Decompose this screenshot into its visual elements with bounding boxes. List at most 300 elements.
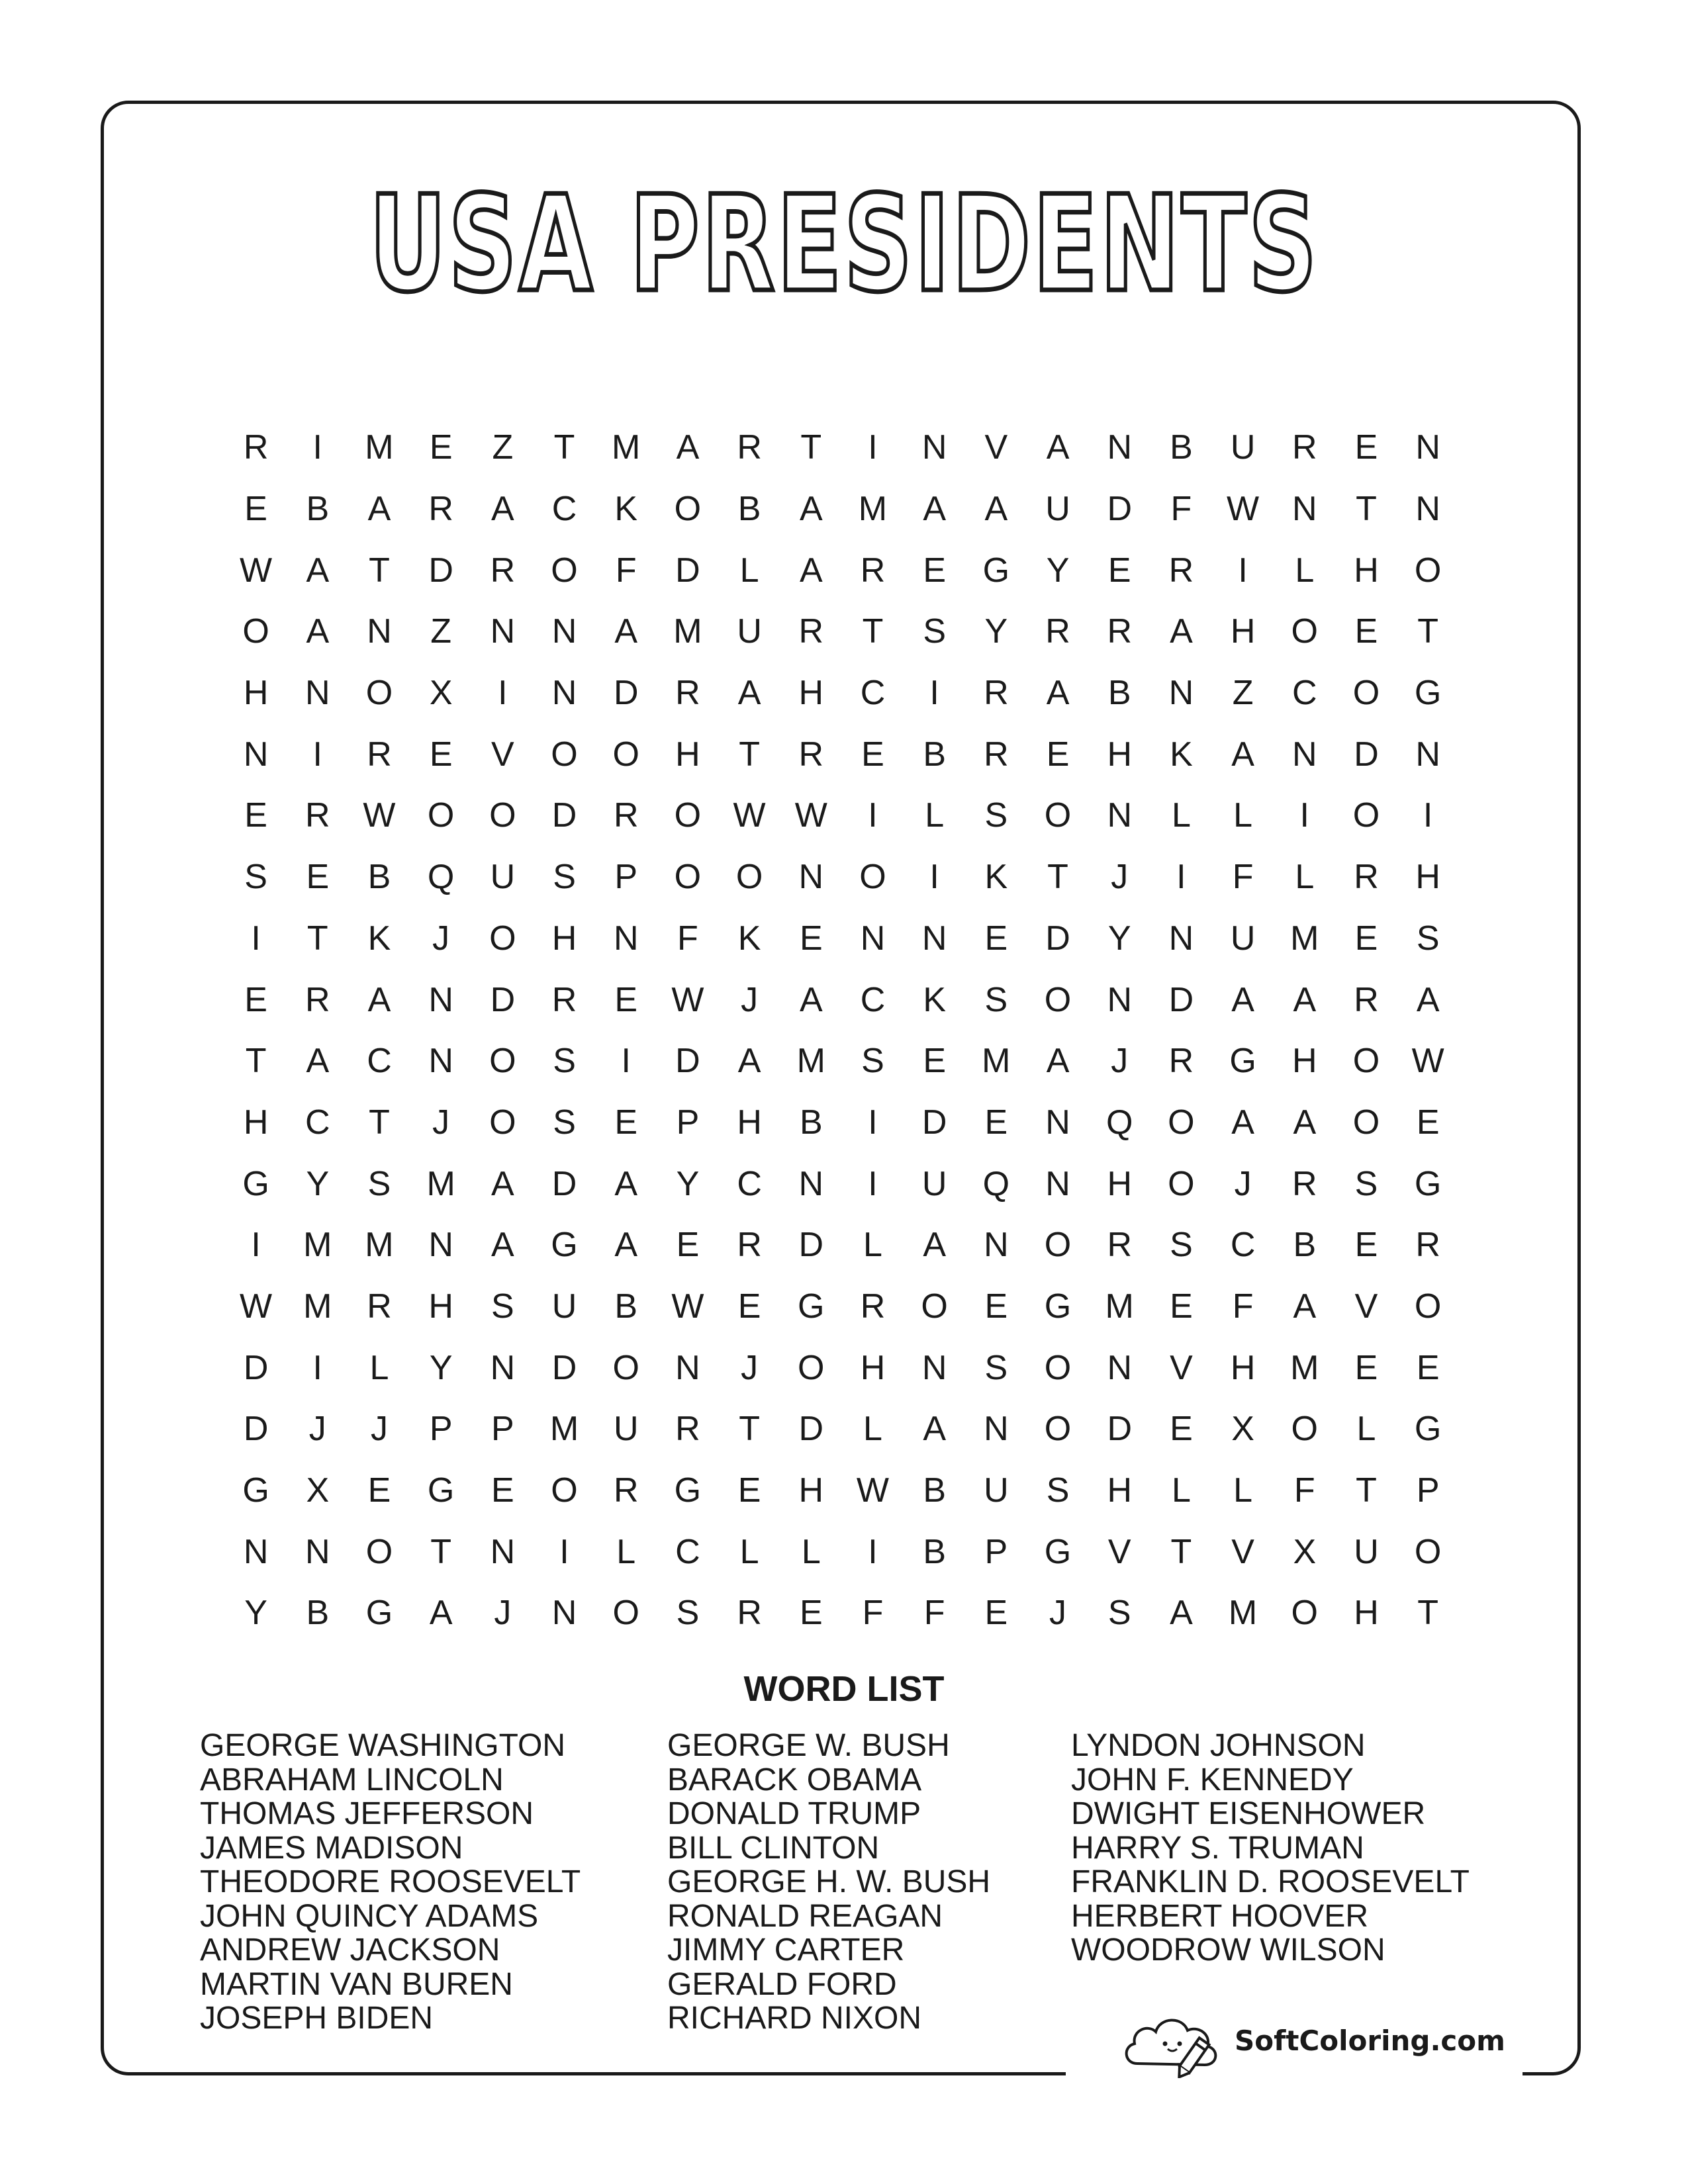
grid-letter: E xyxy=(1170,1287,1193,1326)
grid-letter: O xyxy=(551,735,578,774)
grid-letter: D xyxy=(243,1348,269,1387)
grid-letter: L xyxy=(925,796,945,835)
word-list-item: JIMMY CARTER xyxy=(667,1933,905,1968)
grid-letter: N xyxy=(675,1348,700,1387)
grid-letter: R xyxy=(675,674,700,713)
grid-letter: N xyxy=(428,1226,453,1265)
grid-letter: J xyxy=(370,1410,388,1449)
grid-letter: G xyxy=(1414,1164,1442,1203)
grid-letter: I xyxy=(621,1042,631,1081)
grid-letter: T xyxy=(369,1103,390,1142)
grid-letter: I xyxy=(312,428,322,467)
grid-letter: H xyxy=(551,919,577,958)
word-list-item: ANDREW JACKSON xyxy=(200,1933,500,1968)
grid-letter: G xyxy=(242,1164,269,1203)
grid-letter: M xyxy=(858,490,888,529)
grid-letter: O xyxy=(489,796,516,835)
grid-letter: A xyxy=(1231,735,1254,774)
grid-letter: A xyxy=(923,1410,946,1449)
grid-letter: B xyxy=(306,1594,330,1633)
grid-letter: L xyxy=(801,1532,821,1571)
grid-letter: F xyxy=(862,1594,884,1633)
grid-letter: N xyxy=(1107,1348,1132,1387)
grid-letter: O xyxy=(674,796,702,835)
grid-letter: S xyxy=(553,858,576,897)
grid-letter: D xyxy=(243,1410,269,1449)
grid-letter: N xyxy=(490,1348,516,1387)
grid-letter: N xyxy=(1292,490,1317,529)
grid-letter: L xyxy=(1171,1471,1191,1510)
grid-letter: E xyxy=(799,1594,823,1633)
grid-letter: Y xyxy=(1107,919,1131,958)
grid-letter: N xyxy=(798,858,824,897)
grid-letter: I xyxy=(559,1532,569,1571)
grid-letter: M xyxy=(365,1226,394,1265)
grid-letter: U xyxy=(984,1471,1009,1510)
grid-letter: A xyxy=(1231,1103,1254,1142)
grid-letter: C xyxy=(367,1042,392,1081)
grid-letter: H xyxy=(1107,1164,1132,1203)
grid-letter: R xyxy=(1168,1042,1194,1081)
grid-letter: H xyxy=(1354,1594,1379,1633)
grid-letter: D xyxy=(1045,919,1070,958)
grid-letter: I xyxy=(868,796,878,835)
grid-letter: W xyxy=(856,1471,890,1510)
grid-letter: H xyxy=(1292,1042,1317,1081)
word-list-item: WOODROW WILSON xyxy=(1071,1933,1385,1968)
grid-letter: S xyxy=(1416,919,1440,958)
grid-letter: G xyxy=(1229,1042,1256,1081)
grid-letter: O xyxy=(921,1287,948,1326)
grid-letter: U xyxy=(1230,919,1256,958)
grid-letter: G xyxy=(1414,674,1442,713)
grid-letter: D xyxy=(798,1226,824,1265)
grid-letter: H xyxy=(1230,1348,1256,1387)
grid-letter: P xyxy=(429,1410,453,1449)
grid-letter: G xyxy=(1044,1287,1072,1326)
grid-letter: N xyxy=(1045,1103,1070,1142)
grid-letter: A xyxy=(799,980,823,1019)
grid-letter: N xyxy=(860,919,886,958)
grid-letter: N xyxy=(428,980,453,1019)
grid-letter: I xyxy=(1423,796,1433,835)
grid-letter: Z xyxy=(430,612,452,651)
grid-letter: A xyxy=(1231,980,1254,1019)
grid-letter: R xyxy=(1168,551,1194,590)
grid-letter: Z xyxy=(492,428,514,467)
grid-letter: F xyxy=(615,551,637,590)
grid-letter: U xyxy=(490,858,516,897)
grid-letter: N xyxy=(490,1532,516,1571)
grid-letter: E xyxy=(984,919,1008,958)
grid-letter: E xyxy=(737,1287,761,1326)
grid-letter: J xyxy=(1111,1042,1129,1081)
grid-letter: E xyxy=(306,858,330,897)
grid-letter: H xyxy=(737,1103,762,1142)
grid-letter: Q xyxy=(427,858,455,897)
grid-letter: L xyxy=(1295,858,1315,897)
grid-letter: E xyxy=(614,1103,638,1142)
grid-letter: K xyxy=(737,919,761,958)
grid-letter: S xyxy=(676,1594,700,1633)
grid-letter: E xyxy=(923,551,946,590)
grid-letter: T xyxy=(800,428,822,467)
grid-letter: T xyxy=(430,1532,452,1571)
grid-letter: O xyxy=(1414,1532,1442,1571)
grid-letter: R xyxy=(428,490,453,529)
grid-letter: N xyxy=(1045,1164,1070,1203)
grid-letter: N xyxy=(1107,980,1132,1019)
cloud-pencil-logo-icon xyxy=(1119,2005,1225,2078)
grid-letter: W xyxy=(733,796,766,835)
grid-letter: C xyxy=(551,490,577,529)
logo-text: SoftColoring.com xyxy=(1235,2025,1505,2057)
word-list-column-2 xyxy=(667,1729,990,2036)
grid-letter: R xyxy=(860,551,886,590)
grid-letter: A xyxy=(306,612,330,651)
grid-letter: O xyxy=(1044,1348,1072,1387)
grid-letter: E xyxy=(491,1471,514,1510)
grid-letter: J xyxy=(494,1594,512,1633)
grid-letter: O xyxy=(1352,796,1380,835)
grid-letter: O xyxy=(1352,1103,1380,1142)
grid-letter: J xyxy=(432,919,450,958)
grid-letter: V xyxy=(1231,1532,1254,1571)
grid-letter: S xyxy=(1170,1226,1193,1265)
grid-letter: G xyxy=(1414,1410,1442,1449)
grid-letter: S xyxy=(984,980,1008,1019)
grid-letter: I xyxy=(868,1103,878,1142)
grid-letter: W xyxy=(240,551,273,590)
grid-letter: D xyxy=(675,1042,700,1081)
grid-letter: R xyxy=(367,735,392,774)
grid-letter: Y xyxy=(306,1164,330,1203)
grid-letter: W xyxy=(240,1287,273,1326)
grid-letter: H xyxy=(1107,735,1132,774)
grid-letter: V xyxy=(1354,1287,1378,1326)
grid-letter: W xyxy=(671,980,704,1019)
page-title: USA PRESIDENTS xyxy=(369,167,1319,322)
grid-letter: O xyxy=(859,858,886,897)
grid-letter: E xyxy=(1107,551,1131,590)
grid-letter: S xyxy=(923,612,946,651)
grid-letter: D xyxy=(1107,1410,1132,1449)
grid-letter: T xyxy=(1417,1594,1439,1633)
word-list-item: FRANKLIN D. ROOSEVELT xyxy=(1071,1864,1470,1899)
grid-letter: O xyxy=(427,796,455,835)
grid-letter: R xyxy=(613,796,639,835)
grid-letter: B xyxy=(923,1471,946,1510)
grid-letter: M xyxy=(1290,919,1319,958)
grid-letter: A xyxy=(1046,674,1070,713)
grid-letter: N xyxy=(1168,919,1194,958)
grid-letter: N xyxy=(1107,428,1132,467)
grid-letter: A xyxy=(306,1042,330,1081)
grid-letter: S xyxy=(984,796,1008,835)
grid-letter: G xyxy=(982,551,1010,590)
grid-letter: I xyxy=(251,1226,261,1265)
grid-letter: N xyxy=(243,1532,269,1571)
grid-letter: Y xyxy=(244,1594,267,1633)
grid-letter: E xyxy=(1416,1348,1440,1387)
grid-letter: R xyxy=(1415,1226,1440,1265)
grid-letter: U xyxy=(921,1164,947,1203)
grid-letter: E xyxy=(737,1471,761,1510)
grid-letter: Z xyxy=(1232,674,1254,713)
grid-letter: A xyxy=(799,551,823,590)
grid-letter: N xyxy=(1415,428,1440,467)
grid-letter: E xyxy=(676,1226,700,1265)
grid-letter: D xyxy=(613,674,639,713)
grid-letter: O xyxy=(1168,1164,1195,1203)
grid-letter: T xyxy=(1170,1532,1192,1571)
grid-letter: O xyxy=(798,1348,825,1387)
grid-letter: I xyxy=(251,919,261,958)
grid-letter: O xyxy=(1291,612,1318,651)
grid-letter: H xyxy=(1107,1471,1132,1510)
grid-letter: A xyxy=(614,1226,638,1265)
grid-letter: C xyxy=(737,1164,762,1203)
word-list-item: BARACK OBAMA xyxy=(667,1762,922,1797)
grid-letter: Y xyxy=(1046,551,1070,590)
grid-letter: O xyxy=(1352,674,1380,713)
grid-letter: M xyxy=(303,1226,332,1265)
grid-letter: A xyxy=(923,490,946,529)
grid-letter: D xyxy=(1168,980,1194,1019)
grid-letter: O xyxy=(1168,1103,1195,1142)
grid-letter: R xyxy=(984,735,1009,774)
grid-letter: E xyxy=(984,1287,1008,1326)
grid-letter: R xyxy=(490,551,516,590)
grid-letter: O xyxy=(1044,1410,1072,1449)
grid-letter: U xyxy=(1045,490,1070,529)
grid-letter: O xyxy=(489,1103,516,1142)
grid-letter: A xyxy=(367,490,391,529)
grid-letter: S xyxy=(1107,1594,1131,1633)
grid-letter: O xyxy=(365,674,393,713)
grid-letter: H xyxy=(1230,612,1256,651)
grid-letter: J xyxy=(741,1348,759,1387)
grid-letter: B xyxy=(614,1287,638,1326)
grid-letter: O xyxy=(551,1471,578,1510)
grid-letter: O xyxy=(612,1348,639,1387)
grid-letter: C xyxy=(1230,1226,1256,1265)
word-list-item: HERBERT HOOVER xyxy=(1071,1898,1368,1934)
word-list-item: JAMES MADISON xyxy=(200,1830,463,1866)
grid-letter: W xyxy=(363,796,396,835)
grid-letter: N xyxy=(243,735,269,774)
grid-letter: D xyxy=(1354,735,1379,774)
grid-letter: M xyxy=(796,1042,825,1081)
grid-letter: P xyxy=(676,1103,700,1142)
grid-letter: B xyxy=(923,1532,946,1571)
grid-letter: X xyxy=(306,1471,330,1510)
grid-letter: F xyxy=(923,1594,945,1633)
grid-letter: N xyxy=(921,919,947,958)
grid-letter: N xyxy=(305,674,330,713)
grid-letter: R xyxy=(367,1287,392,1326)
grid-letter: S xyxy=(491,1287,514,1326)
grid-letter: R xyxy=(1292,1164,1317,1203)
grid-letter: S xyxy=(553,1042,576,1081)
grid-letter: X xyxy=(1293,1532,1317,1571)
grid-letter: A xyxy=(984,490,1008,529)
grid-letter: A xyxy=(1293,980,1317,1019)
grid-letter: A xyxy=(737,1042,761,1081)
grid-letter: L xyxy=(863,1226,882,1265)
grid-letter: H xyxy=(243,674,269,713)
grid-letter: A xyxy=(367,980,391,1019)
grid-letter: R xyxy=(798,735,824,774)
grid-letter: T xyxy=(1356,490,1377,529)
grid-letter: E xyxy=(861,735,884,774)
word-list-item: BILL CLINTON xyxy=(667,1830,880,1866)
grid-letter: A xyxy=(1416,980,1440,1019)
grid-letter: K xyxy=(614,490,638,529)
grid-letter: R xyxy=(1354,858,1379,897)
grid-letter: Y xyxy=(984,612,1008,651)
word-list-item: GEORGE H. W. BUSH xyxy=(667,1864,991,1899)
grid-letter: D xyxy=(1107,490,1132,529)
grid-letter: E xyxy=(1354,428,1378,467)
grid-letter: E xyxy=(614,980,638,1019)
grid-letter: H xyxy=(243,1103,269,1142)
grid-letter: G xyxy=(242,1471,269,1510)
grid-letter: S xyxy=(553,1103,576,1142)
word-list-item: HARRY S. TRUMAN xyxy=(1071,1830,1364,1866)
grid-letter: E xyxy=(429,428,453,467)
grid-letter: H xyxy=(798,1471,824,1510)
grid-letter: N xyxy=(798,1164,824,1203)
grid-letter: H xyxy=(1354,551,1379,590)
grid-letter: E xyxy=(1416,1103,1440,1142)
grid-letter: B xyxy=(1293,1226,1317,1265)
grid-letter: O xyxy=(1352,1042,1380,1081)
grid-letter: A xyxy=(614,612,638,651)
grid-letter: G xyxy=(674,1471,702,1510)
grid-letter: K xyxy=(1170,735,1193,774)
grid-letter: I xyxy=(312,1348,322,1387)
grid-letter: B xyxy=(923,735,946,774)
grid-letter: L xyxy=(1356,1410,1376,1449)
grid-letter: B xyxy=(1107,674,1131,713)
grid-letter: R xyxy=(1354,980,1379,1019)
grid-letter: B xyxy=(737,490,761,529)
grid-letter: L xyxy=(863,1410,882,1449)
grid-letter: D xyxy=(551,796,577,835)
grid-letter: T xyxy=(1356,1471,1377,1510)
grid-letter: O xyxy=(1414,551,1442,590)
word-list-item: THOMAS JEFFERSON xyxy=(200,1796,534,1831)
grid-letter: M xyxy=(673,612,702,651)
grid-letter: M xyxy=(982,1042,1011,1081)
grid-letter: A xyxy=(737,674,761,713)
grid-letter: I xyxy=(929,858,939,897)
grid-letter: V xyxy=(984,428,1008,467)
grid-letter: G xyxy=(798,1287,825,1326)
grid-letter: A xyxy=(1046,1042,1070,1081)
grid-letter: E xyxy=(244,490,267,529)
grid-letter: R xyxy=(675,1410,700,1449)
grid-letter: M xyxy=(549,1410,579,1449)
grid-letter: A xyxy=(923,1226,946,1265)
grid-letter: C xyxy=(1292,674,1317,713)
grid-letter: M xyxy=(303,1287,332,1326)
grid-letter: C xyxy=(675,1532,700,1571)
grid-letter: C xyxy=(860,674,886,713)
word-list-item: GERALD FORD xyxy=(667,1966,897,2002)
grid-letter: C xyxy=(860,980,886,1019)
grid-letter: A xyxy=(491,1226,514,1265)
grid-letter: S xyxy=(1046,1471,1070,1510)
grid-letter: N xyxy=(1168,674,1194,713)
grid-letter: W xyxy=(671,1287,704,1326)
grid-letter: E xyxy=(429,735,453,774)
grid-letter: T xyxy=(369,551,390,590)
grid-letter: D xyxy=(798,1410,824,1449)
grid-letter: E xyxy=(984,1594,1008,1633)
grid-letter: N xyxy=(921,428,947,467)
grid-letter: W xyxy=(1227,490,1260,529)
grid-letter: P xyxy=(984,1532,1008,1571)
grid-letter: K xyxy=(923,980,946,1019)
grid-letter: V xyxy=(1170,1348,1193,1387)
grid-letter: D xyxy=(490,980,516,1019)
grid-letter: N xyxy=(551,612,577,651)
word-list-item: JOHN F. KENNEDY xyxy=(1071,1762,1354,1797)
grid-letter: B xyxy=(799,1103,823,1142)
grid-letter: O xyxy=(674,858,702,897)
grid-letter: L xyxy=(1171,796,1191,835)
grid-letter: A xyxy=(676,428,700,467)
grid-letter: I xyxy=(498,674,508,713)
grid-letter: N xyxy=(490,612,516,651)
grid-letter: U xyxy=(1230,428,1256,467)
grid-letter: H xyxy=(1415,858,1440,897)
grid-letter: X xyxy=(1231,1410,1254,1449)
grid-letter: A xyxy=(1293,1287,1317,1326)
grid-letter: F xyxy=(677,919,698,958)
grid-letter: T xyxy=(739,1410,760,1449)
grid-letter: R xyxy=(305,980,330,1019)
grid-letter: E xyxy=(799,919,823,958)
word-list-item: ABRAHAM LINCOLN xyxy=(200,1762,504,1797)
grid-letter: U xyxy=(737,612,762,651)
grid-letter: L xyxy=(1295,551,1315,590)
grid-letter: S xyxy=(367,1164,391,1203)
grid-letter: M xyxy=(612,428,641,467)
grid-letter: K xyxy=(984,858,1008,897)
grid-letter: R xyxy=(305,796,330,835)
grid-letter: P xyxy=(1416,1471,1440,1510)
grid-letter: V xyxy=(1107,1532,1131,1571)
grid-letter: H xyxy=(675,735,700,774)
grid-letter: E xyxy=(1170,1410,1193,1449)
grid-letter: N xyxy=(921,1348,947,1387)
grid-letter: R xyxy=(860,1287,886,1326)
grid-letter: L xyxy=(369,1348,389,1387)
word-list-item: GEORGE WASHINGTON xyxy=(200,1728,566,1763)
grid-letter: P xyxy=(491,1410,514,1449)
grid-letter: R xyxy=(1107,1226,1132,1265)
grid-letter: J xyxy=(432,1103,450,1142)
grid-letter: A xyxy=(1046,428,1070,467)
grid-letter: I xyxy=(1176,858,1186,897)
grid-letter: G xyxy=(551,1226,578,1265)
grid-letter: N xyxy=(305,1532,330,1571)
word-list-item: LYNDON JOHNSON xyxy=(1071,1728,1366,1763)
grid-letter: F xyxy=(1232,1287,1254,1326)
